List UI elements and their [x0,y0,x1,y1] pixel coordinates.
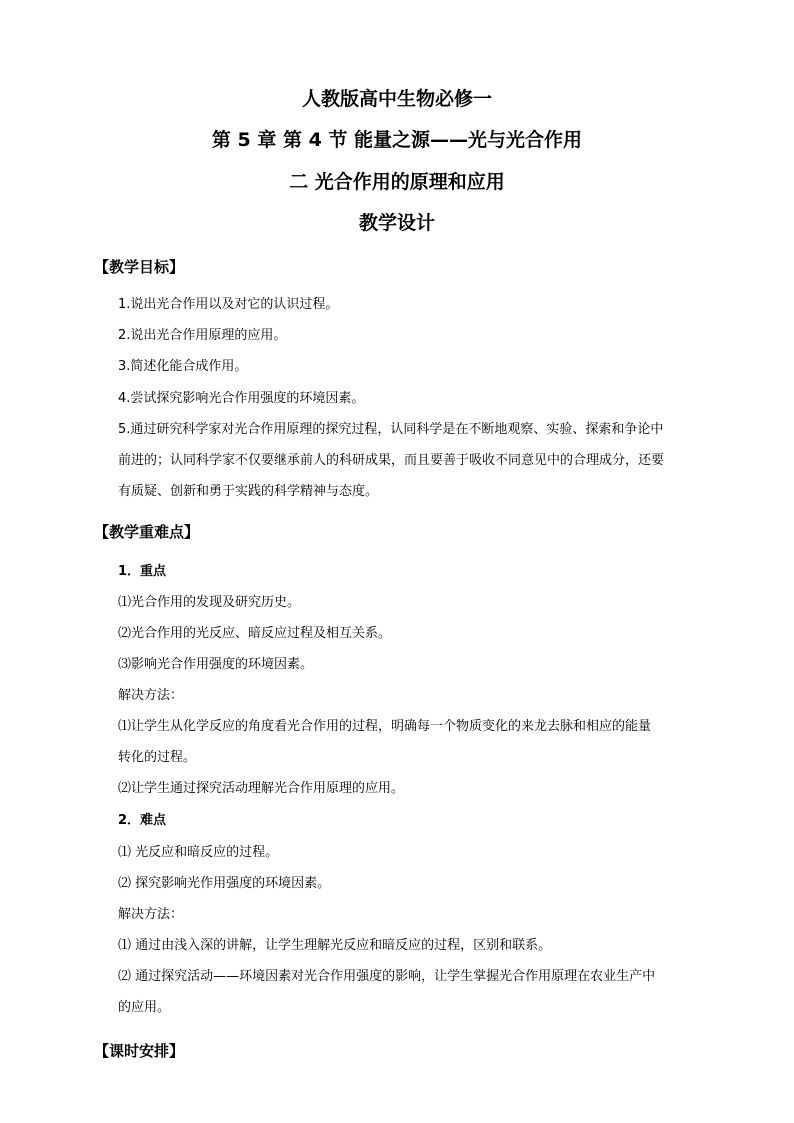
objective-item: 2.说出光合作用原理的应用。 [118,328,287,343]
difficulty-point: ⑴ 光反应和暗反应的过程。 [118,845,279,860]
difficulty-title: 2．难点 [118,813,167,828]
keypoints-heading: 【教学重难点】 [94,523,200,541]
objectives-heading: 【教学目标】 [94,258,185,276]
lesson-title: 二 光合作用的原理和应用 [289,171,505,193]
difficulty-point: ⑵ 探究影响光作用强度的环境因素。 [118,876,331,891]
focus-title: 1．重点 [118,564,167,579]
objective-item-continued: 前进的；认同科学家不仅要继承前人的科研成果，而且要善于吸收不同意见中的合理成分，还要 [118,453,665,468]
objective-item: 5.通过研究科学家对光合作用原理的探究过程，认同科学是在不断地观察、实验、探索和争论中 [118,422,664,437]
schedule-heading: 【课时安排】 [94,1042,185,1060]
document-type-title: 教学设计 [358,212,435,234]
objective-item-continued: 有质疑、创新和勇于实践的科学精神与态度。 [118,484,379,499]
focus-point: ⑴光合作用的发现及研究历史。 [118,595,301,610]
focus-point: ⑶影响光合作用强度的环境因素。 [118,657,314,672]
objective-item: 1.说出光合作用以及对它的认识过程。 [118,297,339,312]
method-item: ⑴让学生从化学反应的角度看光合作用的过程，明确每一个物质变化的来龙去脉和相应的能量 [118,719,652,734]
objective-item: 3.简述化能合成作用。 [118,359,248,374]
textbook-title: 人教版高中生物必修一 [301,88,492,110]
chapter-title: 第 5 章 第 4 节 能量之源——光与光合作用 [211,129,583,151]
focus-point: ⑵光合作用的光反应、暗反应过程及相互关系。 [118,626,392,641]
method-label: 解决方法： [118,907,184,922]
method-label: 解决方法： [118,688,184,703]
objective-item: 4.尝试探究影响光合作用强度的环境因素。 [118,391,365,406]
method-item-continued: 的应用。 [118,1000,171,1015]
method-item-continued: 转化的过程。 [118,750,197,765]
method-item: ⑴ 通过由浅入深的讲解，让学生理解光反应和暗反应的过程，区别和联系。 [118,938,552,953]
method-item: ⑵让学生通过探究活动理解光合作用原理的应用。 [118,781,405,796]
method-item: ⑵ 通过探究活动——环境因素对光合作用强度的影响，让学生掌握光合作用原理在农业生产中 [118,969,656,984]
